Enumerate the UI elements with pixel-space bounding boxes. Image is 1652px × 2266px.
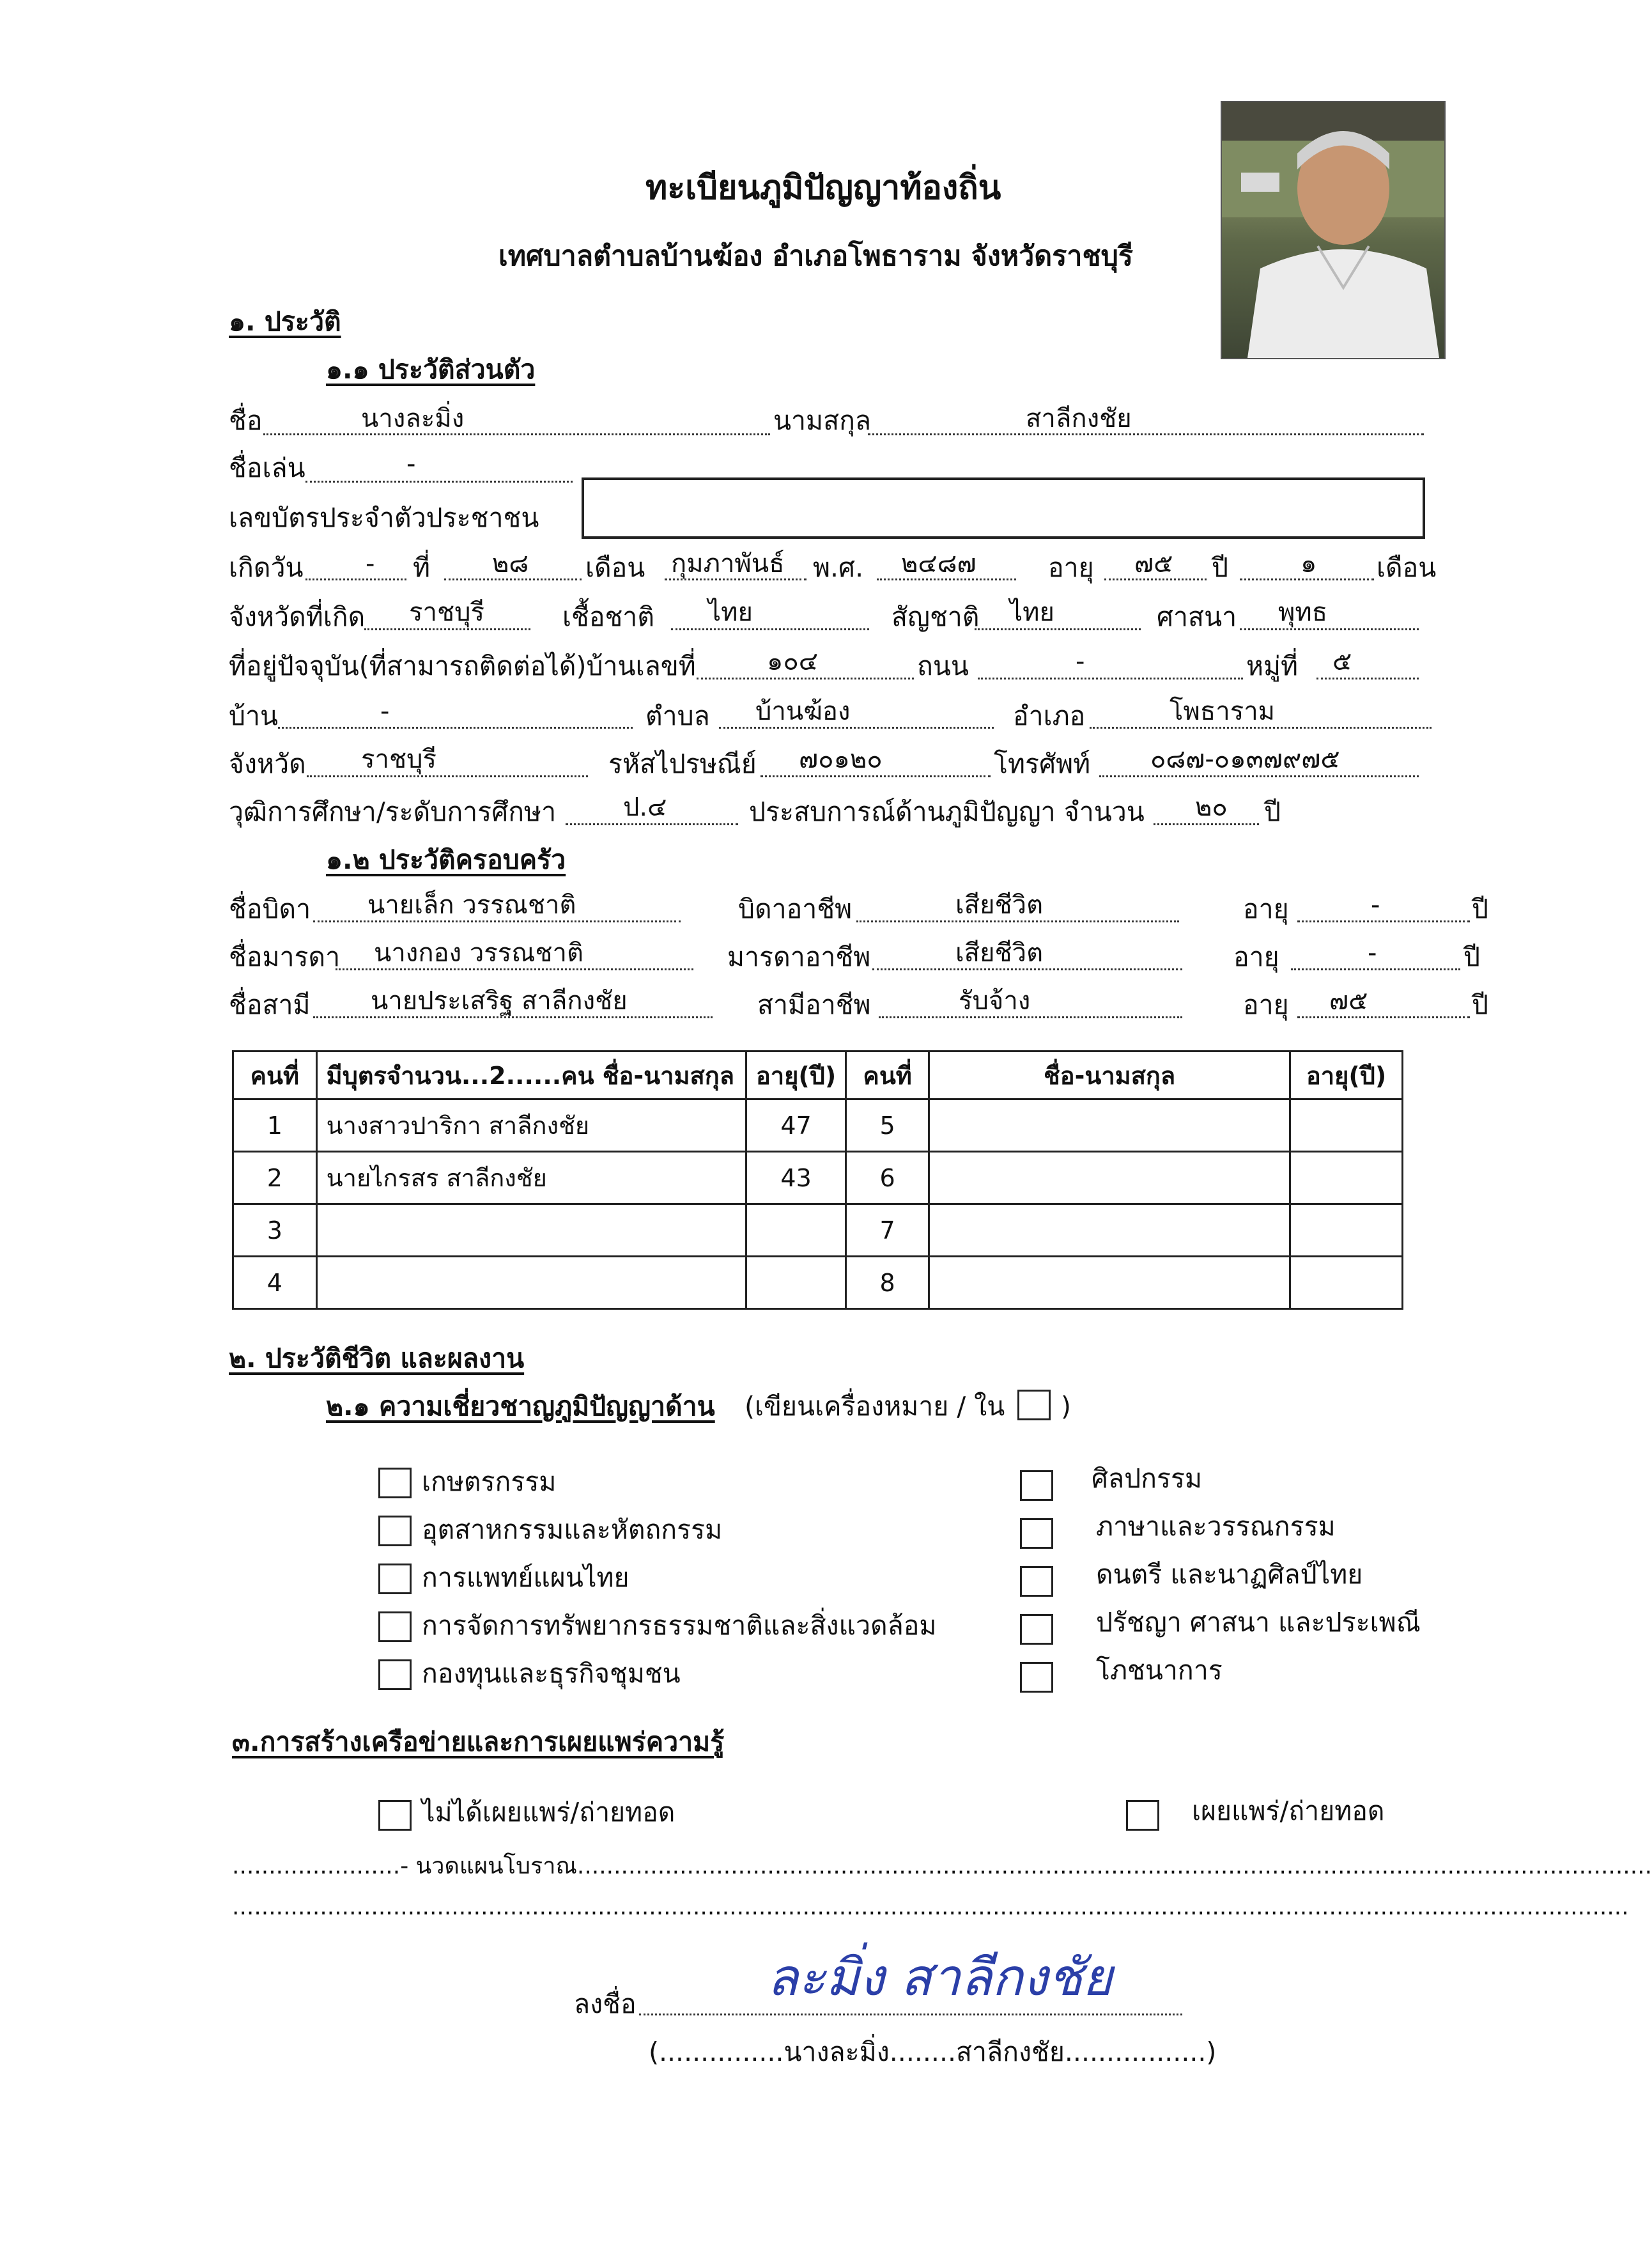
checkbox-agriculture[interactable]	[378, 1468, 412, 1498]
spouse-value: นายประเสริฐ สาลีกงชัย	[371, 986, 628, 1016]
checkbox-published[interactable]	[1126, 1800, 1159, 1831]
checkbox-community-fund[interactable]	[378, 1659, 412, 1690]
label-nutrition: โภชนาการ	[1096, 1655, 1223, 1686]
handwritten-signature: ละมิ่ง สาลีกงชัย	[767, 1948, 1113, 2007]
birth-day-label: เกิดวัน	[229, 552, 304, 583]
page-title: ทะเบียนภูมิปัญญาท้องถิ่น	[645, 169, 1001, 207]
village-label: บ้าน	[229, 701, 279, 731]
surname-label: นามสกุล	[773, 405, 872, 436]
col-header-age-1: อายุ(ปี)	[746, 1052, 845, 1099]
age-year-value: ๗๕	[1134, 549, 1173, 578]
experience-label: ประสบการณ์ด้านภูมิปัญญา จำนวน	[749, 796, 1145, 827]
label-natural-resources: การจัดการทรัพยากรธรรมชาติและสิ่งแวดล้อม	[422, 1610, 937, 1641]
checkbox-language-literature[interactable]	[1020, 1518, 1053, 1549]
father-age-value: -	[1371, 890, 1380, 920]
birth-date-label: ที่	[413, 552, 431, 583]
table-row	[233, 1152, 1403, 1204]
district-label: อำเภอ	[1013, 701, 1086, 731]
section2-heading: ๒. ประวัติชีวิต และผลงาน	[229, 1343, 525, 1374]
section11-heading: ๑.๑ ประวัติส่วนตัว	[326, 354, 536, 385]
race-value: ไทย	[708, 598, 753, 627]
label-thai-medicine: การแพทย์แผนไทย	[422, 1562, 629, 1593]
table-cell: นายไกรสร สาลีกงชัย	[316, 1152, 746, 1204]
spouse-job-label: สามีอาชีพ	[757, 989, 871, 1020]
name-label: ชื่อ	[229, 405, 263, 436]
table-cell: 47	[746, 1099, 845, 1152]
checkbox-arts[interactable]	[1020, 1470, 1053, 1501]
label-industry-craft: อุตสาหกรรมและหัตถกรรม	[422, 1514, 723, 1545]
mother-job-label: มารดาอาชีพ	[727, 942, 871, 972]
age-month-label: เดือน	[1377, 552, 1437, 583]
table-cell[interactable]	[929, 1099, 1290, 1152]
experience-value: ๒๐	[1195, 793, 1228, 822]
district-value: โพธาราม	[1170, 697, 1276, 726]
id-card-label: เลขบัตรประจำตัวประชาชน	[229, 502, 539, 533]
checkbox-philosophy-religion[interactable]	[1020, 1614, 1053, 1645]
province-born-value: ราชบุรี	[409, 598, 484, 627]
mother-age-unit: ปี	[1463, 942, 1481, 972]
spouse-age-label: อายุ	[1243, 989, 1289, 1020]
address-label: ที่อยู่ปัจจุบัน(ที่สามารถติดต่อได้)บ้านเลขที่	[229, 651, 696, 681]
surname-value: สาลีกงชัย	[1026, 404, 1132, 433]
col-header-no-1: คนที่	[233, 1052, 317, 1099]
sample-checkbox	[1017, 1390, 1051, 1420]
nationality-label: สัญชาติ	[892, 601, 980, 632]
network-line-1: .......................- นวดแผนโบราณ...................................................................................................................................................	[232, 1853, 1652, 1879]
birth-year-label: พ.ศ.	[813, 552, 864, 583]
label-not-published: ไม่ได้เผยแพร่/ถ่ายทอด	[422, 1797, 675, 1828]
table-cell: 3	[233, 1204, 317, 1257]
signature-label: ลงชื่อ	[574, 1989, 637, 2019]
checkbox-thai-medicine[interactable]	[378, 1564, 412, 1594]
table-row	[233, 1099, 1403, 1152]
phone-label: โทรศัพท์	[994, 749, 1091, 779]
table-cell[interactable]	[1290, 1099, 1403, 1152]
province-label: จังหวัด	[229, 749, 306, 779]
birth-day-value: -	[366, 549, 375, 578]
id-card-field[interactable]	[582, 477, 1425, 539]
signature-printed-name: (...............นางละมิ่ง........สาลีกงชัย.................)	[649, 2037, 1217, 2067]
nationality-value: ไทย	[1010, 598, 1054, 627]
education-label: วุฒิการศึกษา/ระดับการศึกษา	[229, 796, 557, 827]
age-year-label: ปี	[1212, 552, 1229, 583]
children-table	[232, 1050, 1403, 1310]
table-row	[233, 1204, 1403, 1257]
postal-label: รหัสไปรษณีย์	[608, 749, 757, 779]
birth-month-label: เดือน	[585, 552, 645, 583]
race-label: เชื้อชาติ	[562, 601, 654, 632]
religion-label: ศาสนา	[1157, 601, 1237, 632]
table-cell: 43	[746, 1152, 845, 1204]
col-header-no-2: คนที่	[846, 1052, 929, 1099]
label-music-dance: ดนตรี และนาฏศิลป์ไทย	[1096, 1559, 1363, 1590]
mother-job-value: เสียชีวิต	[955, 938, 1044, 968]
table-cell[interactable]	[929, 1204, 1290, 1257]
table-cell: 7	[846, 1204, 929, 1257]
section21-note-end: )	[1061, 1391, 1071, 1422]
checkbox-natural-resources[interactable]	[378, 1611, 412, 1642]
table-cell[interactable]	[1290, 1257, 1403, 1309]
father-age-label: อายุ	[1243, 894, 1289, 924]
table-cell[interactable]	[929, 1257, 1290, 1309]
road-value: -	[1076, 647, 1085, 676]
name-value: นางละมิ่ง	[361, 404, 465, 433]
nickname-label: ชื่อเล่น	[229, 453, 305, 483]
father-age-unit: ปี	[1472, 894, 1489, 924]
province-born-label: จังหวัดที่เกิด	[229, 601, 366, 632]
spouse-age-value: ๗๕	[1329, 986, 1368, 1016]
road-label: ถนน	[917, 651, 969, 681]
subdistrict-label: ตำบล	[645, 701, 710, 731]
father-job-label: บิดาอาชีพ	[738, 894, 853, 924]
section21-note: (เขียนเครื่องหมาย / ใน	[745, 1391, 1005, 1422]
age-month-value: ๑	[1301, 549, 1317, 578]
label-language-literature: ภาษาและวรรณกรรม	[1096, 1511, 1336, 1542]
checkbox-music-dance[interactable]	[1020, 1566, 1053, 1597]
age-label: อายุ	[1048, 552, 1094, 583]
father-job-value: เสียชีวิต	[955, 890, 1044, 920]
table-cell: 4	[233, 1257, 317, 1309]
table-cell[interactable]	[746, 1204, 845, 1257]
table-cell: 1	[233, 1099, 317, 1152]
province-value: ราชบุรี	[361, 745, 436, 774]
birth-date-value: ๒๘	[492, 549, 529, 578]
section21-heading: ๒.๑ ความเชี่ยวชาญภูมิปัญญาด้าน	[326, 1391, 715, 1422]
section1-heading: ๑. ประวัติ	[229, 306, 341, 337]
experience-unit: ปี	[1264, 796, 1281, 827]
label-philosophy-religion: ปรัชญา ศาสนา และประเพณี	[1096, 1607, 1421, 1638]
nickname-value: -	[406, 449, 416, 479]
birth-month-value: กุมภาพันธ์	[671, 549, 785, 578]
label-community-fund: กองทุนและธุรกิจชุมชน	[422, 1658, 681, 1689]
section12-heading: ๑.๒ ประวัติครอบครัว	[326, 844, 566, 875]
portrait-photo	[1221, 101, 1446, 359]
table-cell: 5	[846, 1099, 929, 1152]
table-cell[interactable]	[316, 1257, 746, 1309]
mother-label: ชื่อมารดา	[229, 942, 341, 972]
mother-value: นางกอง วรรณชาติ	[374, 938, 583, 968]
col-header-age-2: อายุ(ปี)	[1290, 1052, 1403, 1099]
table-cell[interactable]	[1290, 1204, 1403, 1257]
spouse-job-value: รับจ้าง	[959, 986, 1031, 1016]
spouse-age-unit: ปี	[1472, 989, 1489, 1020]
page-subtitle: เทศบาลตำบลบ้านฆ้อง อำเภอโพธาราม จังหวัดราชบุรี	[498, 240, 1134, 272]
section3-heading: ๓.การสร้างเครือข่ายและการเผยแพร่ความรู้	[232, 1727, 725, 1757]
mother-age-value: -	[1368, 938, 1377, 968]
moo-value: ๕	[1332, 647, 1352, 676]
moo-label: หมู่ที่	[1246, 651, 1299, 681]
checkbox-industry-craft[interactable]	[378, 1516, 412, 1546]
col-header-name-1: มีบุตรจำนวน...2......คน ชื่อ-นามสกุล	[316, 1052, 746, 1099]
network-line-2: ...............................................................................................................................................................................................	[232, 1894, 1629, 1920]
label-arts: ศิลปกรรม	[1092, 1463, 1203, 1494]
mother-age-label: อายุ	[1233, 942, 1279, 972]
table-cell: 8	[846, 1257, 929, 1309]
phone-value: ๐๘๗-๐๑๓๗๙๗๕	[1150, 745, 1340, 774]
village-value: -	[380, 697, 390, 726]
religion-value: พุทธ	[1278, 598, 1328, 627]
table-cell: 2	[233, 1152, 317, 1204]
postal-value: ๗๐๑๒๐	[799, 745, 883, 774]
education-value: ป.๔	[623, 793, 667, 822]
birth-year-value: ๒๔๘๗	[901, 549, 977, 578]
table-row	[233, 1257, 1403, 1309]
father-label: ชื่อบิดา	[229, 894, 311, 924]
table-cell[interactable]	[929, 1152, 1290, 1204]
spouse-label: ชื่อสามี	[229, 989, 311, 1020]
checkbox-not-published[interactable]	[378, 1800, 412, 1831]
house-no-value: ๑๐๔	[767, 647, 819, 676]
table-cell: 6	[846, 1152, 929, 1204]
table-cell[interactable]	[316, 1204, 746, 1257]
label-published: เผยแพร่/ถ่ายทอด	[1192, 1796, 1385, 1826]
table-cell[interactable]	[1290, 1152, 1403, 1204]
checkbox-nutrition[interactable]	[1020, 1662, 1053, 1693]
col-header-name-2: ชื่อ-นามสกุล	[929, 1052, 1290, 1099]
label-agriculture: เกษตรกรรม	[422, 1466, 557, 1497]
table-cell[interactable]	[746, 1257, 845, 1309]
subdistrict-value: บ้านฆ้อง	[755, 697, 851, 726]
table-cell: นางสาวปาริกา สาลีกงชัย	[316, 1099, 746, 1152]
father-value: นายเล็ก วรรณชาติ	[367, 890, 576, 920]
